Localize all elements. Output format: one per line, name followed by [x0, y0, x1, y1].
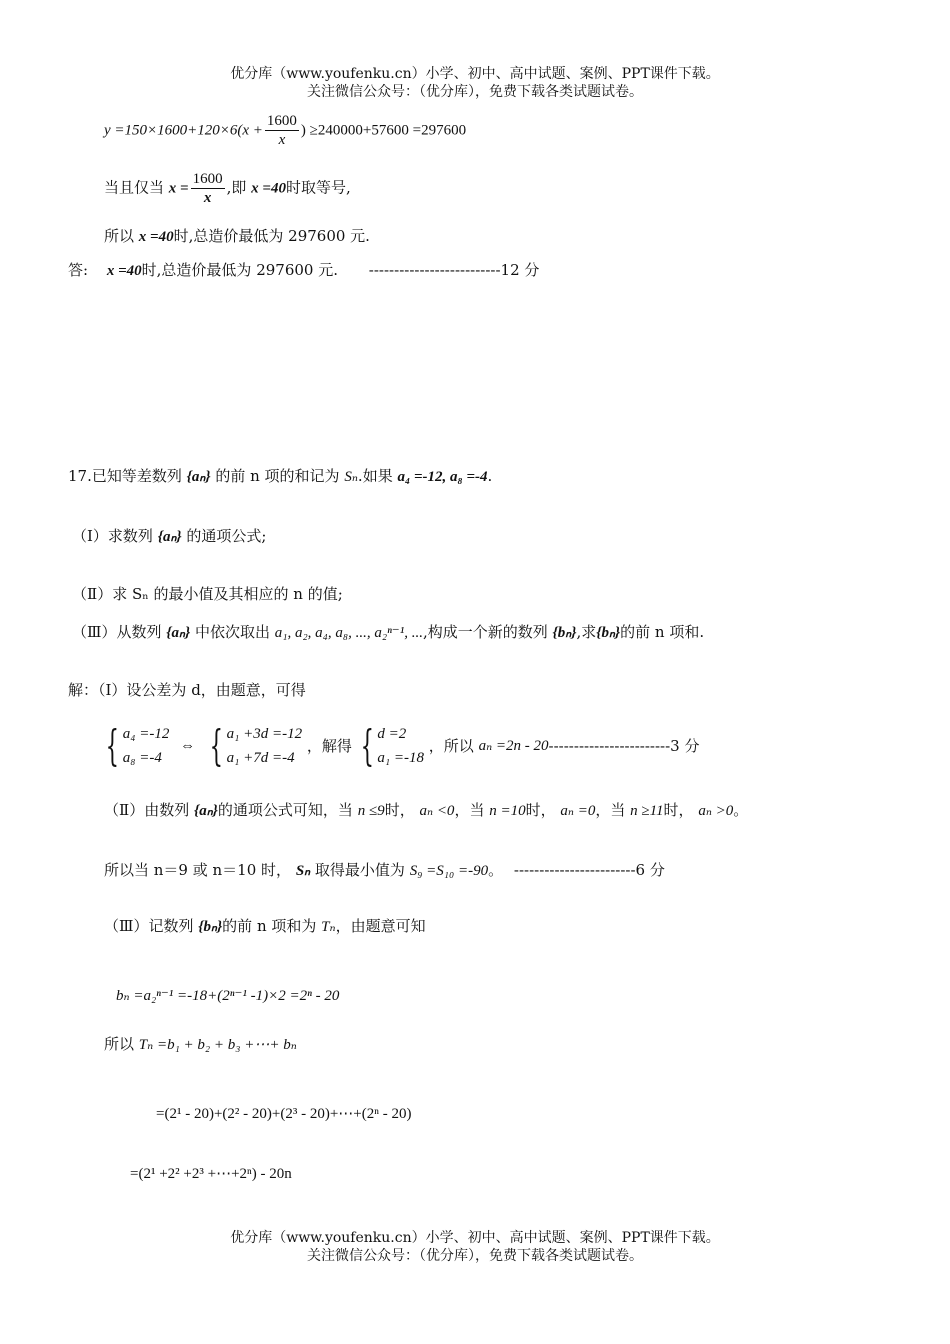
an-formula: aₙ =2n - 20 [478, 738, 549, 754]
part1-label: （Ⅰ）求数列 [72, 527, 153, 545]
score-6: ------------------------6 分 [513, 861, 665, 879]
p2-cond1: n ≤9 [357, 803, 385, 819]
q17-part1 [72, 526, 266, 547]
part3-terms: a₁, a₂, a₄, a₈, ..., a₂ⁿ⁻¹, ... [274, 625, 423, 641]
answer-x40: x =40 [106, 263, 142, 279]
p2-seq: {aₙ} [193, 803, 218, 819]
brace-2: { [209, 721, 223, 770]
min-a: 所以当 n＝9 或 n＝10 时， [104, 861, 292, 879]
fraction-1600-over-x [265, 112, 299, 149]
solution-system [102, 722, 699, 770]
brace-1: { [105, 721, 120, 770]
cost-eq-left: y =150×1600+120×6(x + [104, 122, 263, 139]
part3-b: 中依次取出 [194, 623, 270, 641]
p3-Tn: Tₙ [321, 919, 336, 935]
q17-part2: （Ⅱ）求 Sₙ 的最小值及其相应的 n 的值; [72, 585, 343, 603]
part3-a: （Ⅲ）从数列 [72, 623, 162, 641]
p2-t1: 时， [384, 801, 415, 819]
p2-t2: ，当 [454, 801, 485, 819]
q17-stem [68, 466, 492, 487]
sys3-row2: a₁ =-18 [377, 750, 424, 766]
frac-numerator-2: 1600 [192, 171, 223, 187]
part3-seq: {aₙ} [166, 625, 191, 641]
min-end: 。 [488, 861, 504, 879]
p3-seq: {bₙ} [198, 919, 223, 935]
min-value-statement [104, 860, 665, 881]
score-3: ------------------------3 分 [548, 737, 700, 755]
min-b: 取得最小值为 [314, 861, 405, 879]
equality-condition [104, 170, 351, 207]
part2-analysis [104, 800, 748, 821]
frac-numerator: 1600 [266, 113, 297, 129]
frac-denominator-2: x [203, 190, 212, 206]
p2-a: （Ⅱ）由数列 [104, 801, 190, 819]
so2-text: 所以 [104, 1035, 135, 1053]
part3-e: 的前 n 项和. [620, 623, 705, 641]
p3-a: （Ⅲ）记数列 [104, 917, 194, 935]
header-line-2: 关注微信公众号：（优分库），免费下载各类试题试卷。 [307, 84, 643, 100]
sys1-row2: a₈ =-4 [122, 750, 162, 766]
footer-line-1: 优分库（www.youfenku.cn）小学、初中、高中试题、案例、PPT课件下载。 [230, 1230, 720, 1246]
sys2-row1: a₁ +3d =-12 [226, 726, 303, 742]
sothat-text: ，所以 [428, 737, 474, 755]
cost-equation [104, 112, 466, 149]
answer-text: 时,总造价最低为 297600 元. [141, 261, 338, 279]
fraction-1600-over-x-2 [191, 170, 225, 207]
answer-label: 答: [68, 261, 89, 279]
q17-seq-a: {aₙ} [186, 469, 211, 485]
frac-denominator: x [278, 132, 286, 148]
so-x40: x =40 [138, 229, 174, 245]
when-x40: x =40 [251, 180, 286, 197]
p2-cond3: n ≥11 [630, 803, 664, 819]
bn-formula: bₙ =a₂ⁿ⁻¹ =-18+(2ⁿ⁻¹ -1)×2 =2ⁿ - 20 [116, 988, 340, 1004]
when-end: 时取等号, [285, 178, 351, 197]
p2-t4: ，当 [595, 801, 626, 819]
so-prefix: 所以 [104, 227, 135, 245]
q17-stem-a: 17.已知等差数列 [68, 467, 182, 485]
sys1-row1: a₄ =-12 [122, 726, 170, 742]
p2-end: 。 [733, 801, 749, 819]
system-3 [377, 722, 424, 770]
Tn-step2: =(2¹ - 20)+(2² - 20)+(2³ - 20)+⋯+(2ⁿ - 20) [156, 1106, 412, 1122]
part3-bseq-2: {bₙ} [596, 625, 621, 641]
min-Sn: Sₙ [295, 863, 311, 879]
solution-intro: 解：（Ⅰ）设公差为 d，由题意，可得 [68, 681, 306, 699]
q17-part3 [72, 622, 704, 643]
answer-16 [68, 260, 539, 281]
part3-d: ,求 [576, 623, 597, 641]
p2-res3: aₙ >0 [698, 803, 734, 819]
footer-line-2: 关注微信公众号：（优分库），免费下载各类试题试卷。 [307, 1248, 643, 1264]
score-12: --------------------------12 分 [368, 261, 540, 279]
part1-seq: {aₙ} [157, 529, 182, 545]
p2-t3: 时， [525, 801, 556, 819]
q17-stem-end: . [487, 467, 493, 485]
q17-stem-c: .如果 [357, 467, 393, 485]
min-cost-statement [104, 226, 370, 247]
q17-condition: a₄ =-12, a₈ =-4 [397, 469, 488, 485]
part3-setup [104, 916, 426, 937]
header-line-1: 优分库（www.youfenku.cn）小学、初中、高中试题、案例、PPT课件下载。 [230, 66, 720, 82]
iff-symbol: ⇔ [180, 738, 196, 754]
p3-b: 的前 n 项和为 [222, 917, 317, 935]
min-value: S₉ =S₁₀ =-90 [409, 863, 489, 879]
part3-bseq: {bₙ} [552, 625, 577, 641]
p2-res2: aₙ =0 [560, 803, 596, 819]
Tn-definition [104, 1034, 297, 1055]
p2-b: 的通项公式可知，当 [217, 801, 353, 819]
when-suffix: ,即 [226, 178, 247, 197]
sys3-row1: d =2 [377, 726, 407, 742]
p2-cond2: n =10 [489, 803, 526, 819]
p2-t5: 时， [663, 801, 694, 819]
q17-stem-b: 的前 n 项的和记为 [215, 467, 340, 485]
system-1 [123, 722, 170, 770]
system-2 [227, 722, 302, 770]
part3-c: ,构成一个新的数列 [422, 623, 548, 641]
p3-c: ，由题意可知 [335, 917, 426, 935]
when-x: x = [168, 180, 189, 197]
when-prefix: 当且仅当 [104, 178, 165, 197]
p2-res1: aₙ <0 [419, 803, 455, 819]
q17-Sn: Sₙ [344, 469, 358, 485]
Tn-step3: =(2¹ +2² +2³ +⋯+2ⁿ) - 20n [130, 1166, 292, 1182]
so-text: 时,总造价最低为 297600 元. [173, 227, 370, 245]
sys2-row2: a₁ +7d =-4 [226, 750, 295, 766]
cost-eq-right: ) ≥240000+57600 =297600 [300, 122, 467, 139]
Tn-sum: Tₙ =b₁ + b₂ + b₃ +⋯+ bₙ [138, 1037, 297, 1053]
brace-3: { [360, 721, 374, 770]
solve-text: ，解得 [306, 737, 352, 755]
part1-text: 的通项公式; [186, 527, 267, 545]
